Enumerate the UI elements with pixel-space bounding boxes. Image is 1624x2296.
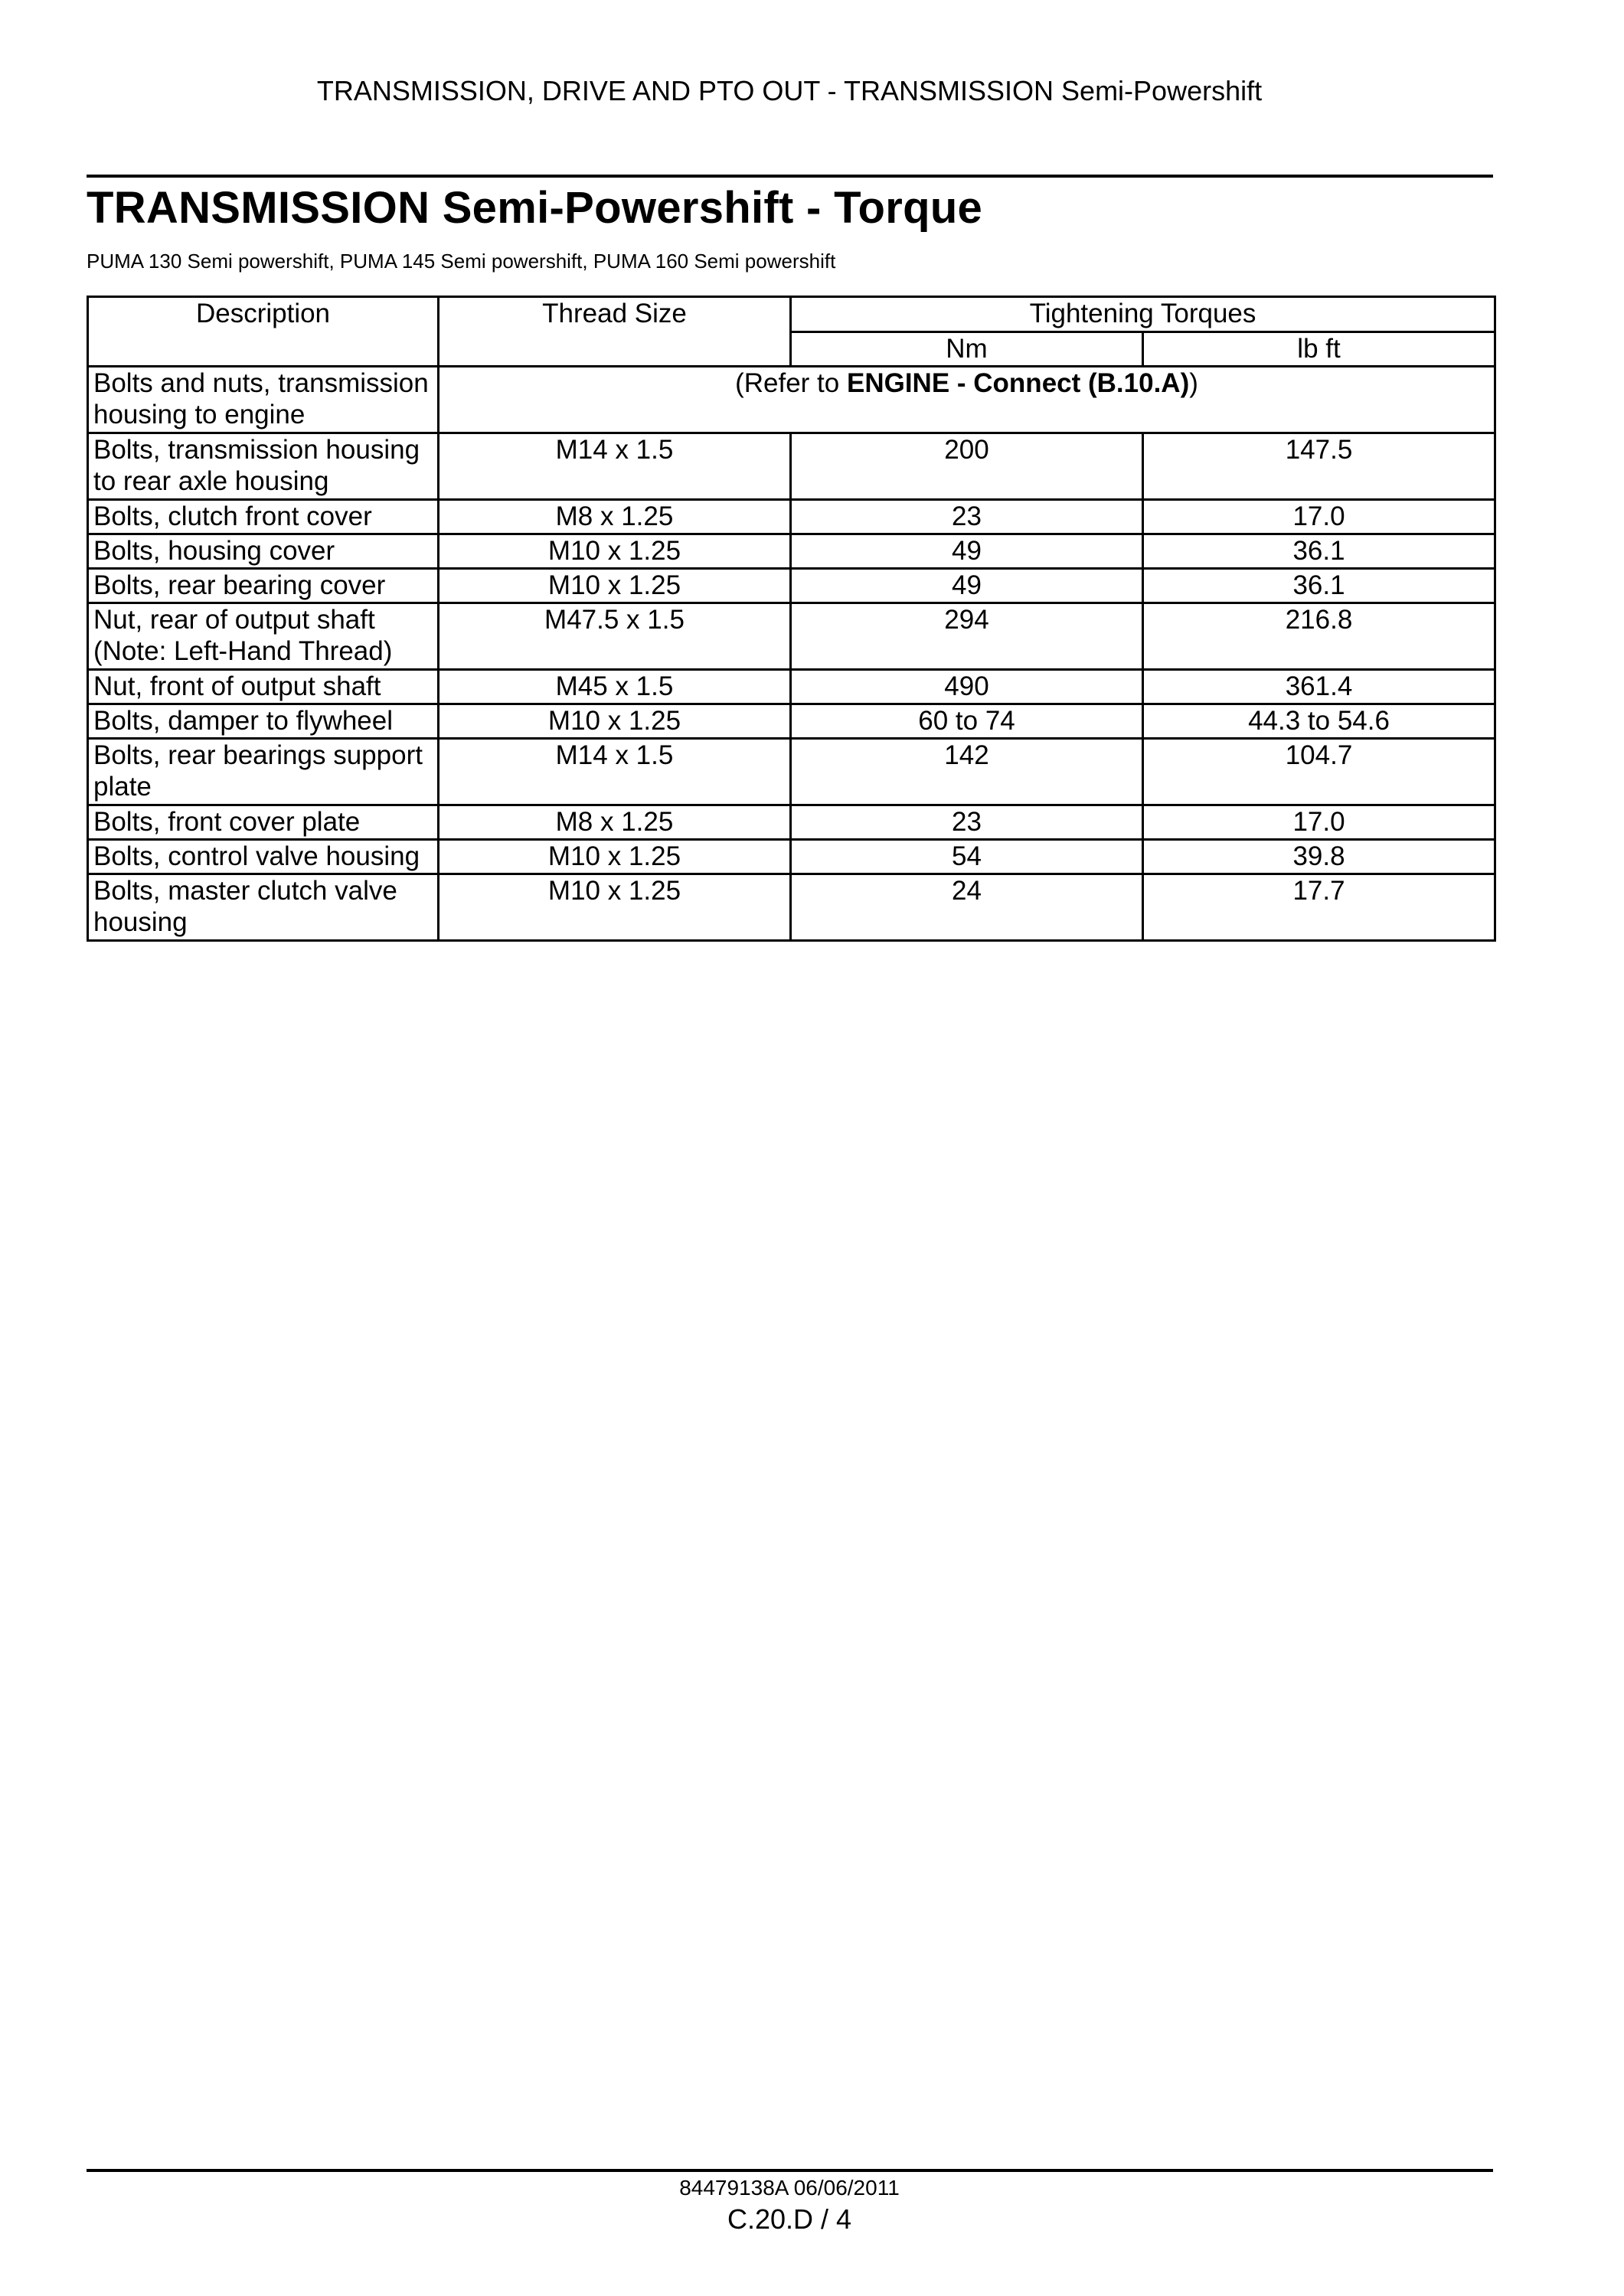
table-header-row: [88, 297, 1495, 332]
page-title: TRANSMISSION Semi-Powershift - Torque: [87, 183, 983, 233]
cell-torque-nm: 142: [791, 739, 1143, 805]
footer-divider: [87, 2169, 1493, 2172]
cell-thread-size: M10 x 1.25: [439, 840, 791, 874]
cell-torque-lbft: 44.3 to 54.6: [1143, 704, 1495, 739]
cell-torque-nm: 49: [791, 534, 1143, 569]
table-row: [88, 670, 1495, 704]
footer-doc-code: 84479138A 06/06/2011: [679, 2176, 900, 2200]
table-row: [88, 704, 1495, 739]
header-thread-size: Thread Size: [439, 297, 791, 367]
cell-thread-size: M14 x 1.5: [439, 739, 791, 805]
cell-description: Nut, front of output shaft: [88, 670, 439, 704]
table-row: [88, 603, 1495, 670]
cell-torque-lbft: 104.7: [1143, 739, 1495, 805]
table-row: [88, 569, 1495, 603]
cell-description: Bolts, master clutch valve housing: [88, 874, 439, 941]
refer-suffix: ): [1189, 368, 1198, 398]
cell-description: Bolts, rear bearing cover: [88, 569, 439, 603]
cell-thread-size: M14 x 1.5: [439, 433, 791, 500]
cell-description: Nut, rear of output shaft (Note: Left-Hand Thread): [88, 603, 439, 670]
header-description: Description: [88, 297, 439, 367]
cell-torque-lbft: 17.7: [1143, 874, 1495, 941]
cell-description: Bolts, control valve housing: [88, 840, 439, 874]
cell-thread-size: M10 x 1.25: [439, 874, 791, 941]
cell-thread-size: M10 x 1.25: [439, 569, 791, 603]
cell-refer: [439, 367, 1495, 433]
cell-thread-size: M47.5 x 1.5: [439, 603, 791, 670]
cell-description: Bolts, housing cover: [88, 534, 439, 569]
cell-torque-nm: 23: [791, 500, 1143, 534]
footer-page-ref: C.20.D / 4: [727, 2203, 852, 2235]
table-row: [88, 367, 1495, 433]
table-row: [88, 739, 1495, 805]
refer-link[interactable]: ENGINE - Connect (B.10.A): [846, 368, 1190, 398]
cell-torque-lbft: 216.8: [1143, 603, 1495, 670]
table-row: [88, 500, 1495, 534]
cell-torque-lbft: 17.0: [1143, 805, 1495, 840]
header-tightening-torques: Tightening Torques: [791, 297, 1495, 332]
cell-torque-lbft: 39.8: [1143, 840, 1495, 874]
cell-torque-nm: 23: [791, 805, 1143, 840]
cell-torque-nm: 49: [791, 569, 1143, 603]
table-row: [88, 433, 1495, 500]
running-header: TRANSMISSION, DRIVE AND PTO OUT - TRANSMISSION Semi-Powershift: [316, 75, 1263, 106]
cell-description: Bolts, transmission housing to rear axle housing: [88, 433, 439, 500]
header-lb-ft: lb ft: [1143, 332, 1495, 367]
cell-torque-lbft: 36.1: [1143, 534, 1495, 569]
cell-thread-size: M45 x 1.5: [439, 670, 791, 704]
cell-description: Bolts and nuts, transmission housing to engine: [88, 367, 439, 433]
header-nm: Nm: [791, 332, 1143, 367]
cell-description: Bolts, rear bearings support plate: [88, 739, 439, 805]
cell-description: Bolts, front cover plate: [88, 805, 439, 840]
cell-torque-nm: 490: [791, 670, 1143, 704]
cell-thread-size: M10 x 1.25: [439, 704, 791, 739]
cell-thread-size: M8 x 1.25: [439, 500, 791, 534]
cell-torque-lbft: 361.4: [1143, 670, 1495, 704]
table-row: [88, 805, 1495, 840]
cell-torque-nm: 294: [791, 603, 1143, 670]
cell-torque-lbft: 17.0: [1143, 500, 1495, 534]
cell-torque-nm: 54: [791, 840, 1143, 874]
model-applicability: PUMA 130 Semi powershift, PUMA 145 Semi powershift, PUMA 160 Semi powershift: [87, 250, 836, 273]
torque-table: [87, 296, 1496, 942]
table-row: [88, 840, 1495, 874]
cell-thread-size: M8 x 1.25: [439, 805, 791, 840]
table-row: [88, 874, 1495, 941]
cell-description: Bolts, damper to flywheel: [88, 704, 439, 739]
cell-torque-lbft: 147.5: [1143, 433, 1495, 500]
cell-thread-size: M10 x 1.25: [439, 534, 791, 569]
cell-torque-nm: 200: [791, 433, 1143, 500]
cell-torque-nm: 60 to 74: [791, 704, 1143, 739]
cell-torque-nm: 24: [791, 874, 1143, 941]
table-row: [88, 534, 1495, 569]
refer-prefix: (Refer to: [735, 368, 847, 398]
cell-description: Bolts, clutch front cover: [88, 500, 439, 534]
cell-torque-lbft: 36.1: [1143, 569, 1495, 603]
